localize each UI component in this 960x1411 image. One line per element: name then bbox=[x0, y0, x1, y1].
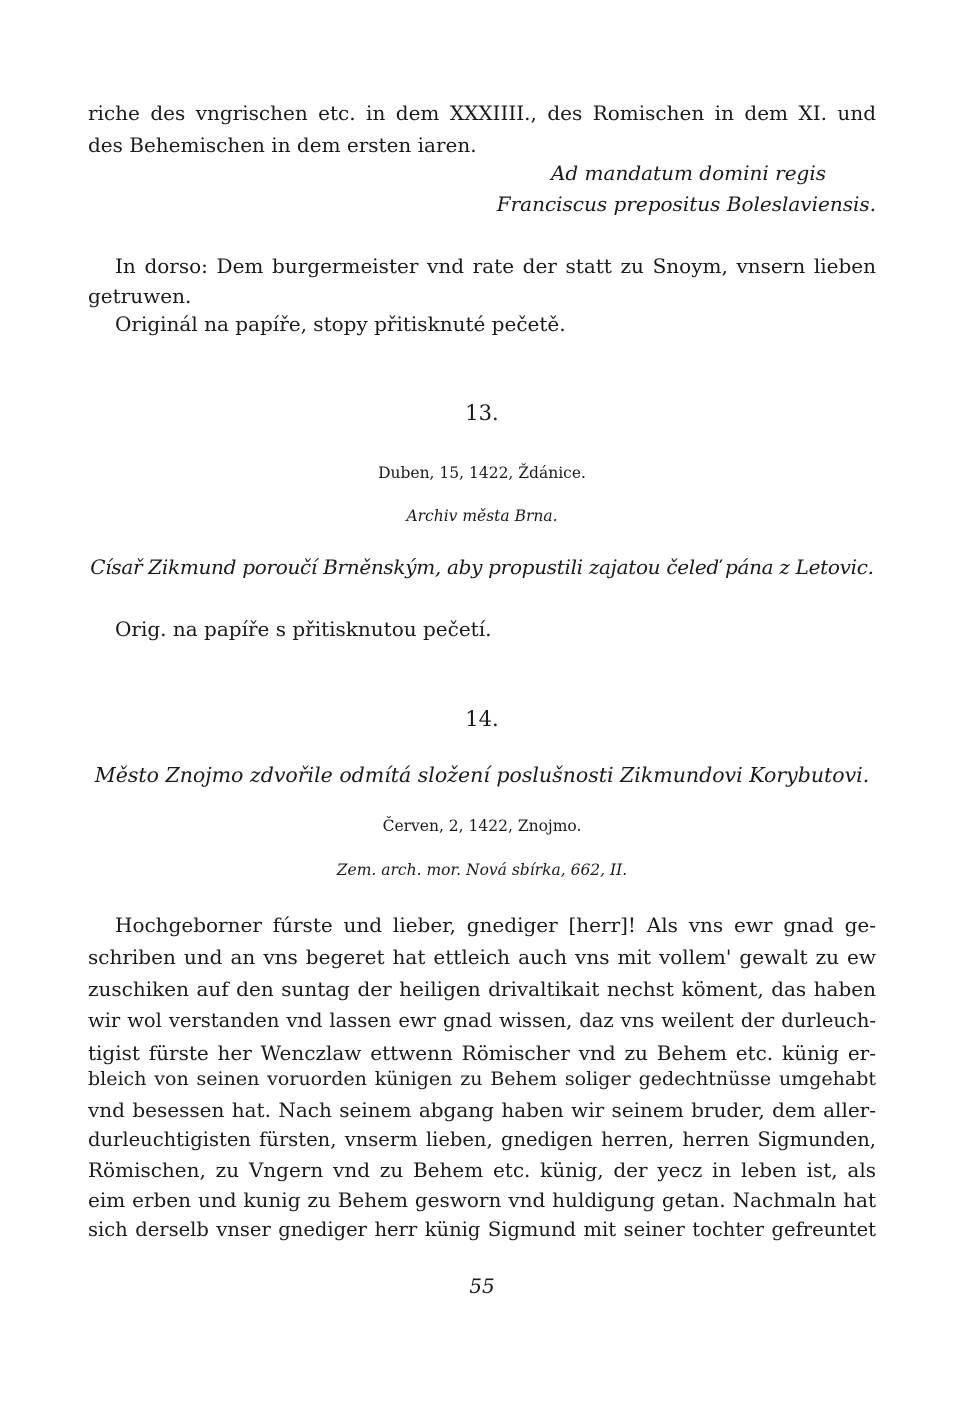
date-line-13: Duben, 15, 1422, Ždánice. bbox=[378, 464, 586, 482]
body-line: eim erben und kunig zu Behem gesworn vnd huldigung getan. Nachmaln hat bbox=[88, 1188, 876, 1212]
body-line: Hochgeborner fúrste und lieber, gnediger [herr]! Als vns ewr gnad ge- bbox=[115, 913, 876, 937]
body-line: zuschiken auf den suntag der heiligen drivaltikait nechst köment, das haben bbox=[88, 977, 876, 1001]
summary-14: Město Znojmo zdvořile odmítá složení poslušnosti Zikmundovi Korybutovi. bbox=[94, 763, 870, 787]
body-line: schriben und an vns begeret hat ettleich auch vns mit vollem' gewalt zu ew bbox=[88, 945, 876, 969]
document-number-14: 14. bbox=[465, 707, 499, 731]
body-line: durleuchtigisten fürsten, vnserm lieben, gnedigen herren, herren Sigmunden, bbox=[88, 1128, 876, 1151]
summary-13: Císař Zikmund poroučí Brněnským, aby propustili zajatou čeleď pána z Letovic. bbox=[90, 555, 874, 579]
archive-line-13: Archiv města Brna. bbox=[406, 507, 558, 525]
body-line: wir wol verstanden vnd lassen ewr gnad wissen, daz vns weilent der durleuch- bbox=[88, 1009, 876, 1032]
date-line-14: Červen, 2, 1422, Znojmo. bbox=[382, 817, 582, 835]
body-line: bleich von seinen voruorden künigen zu Behem soliger gedechtnüsse umgehabt bbox=[88, 1068, 876, 1090]
signature-line-2: Franciscus prepositus Boleslaviensis. bbox=[496, 192, 876, 216]
signature-line-1: Ad mandatum domini regis bbox=[550, 161, 826, 185]
body-line: sich derselb vnser gnediger herr künig Sigmund mit seiner tochter gefreuntet bbox=[88, 1218, 876, 1241]
document-number-13: 13. bbox=[465, 401, 499, 425]
body-line: vnd besessen hat. Nach seinem abgang haben wir seinem bruder, dem aller- bbox=[88, 1098, 876, 1122]
body-line: Römischen, zu Vngern vnd zu Behem etc. künig, der yecz in leben ist, als bbox=[88, 1158, 876, 1182]
prev-text-line-1: riche des vngrischen etc. in dem XXXIIII., des Romischen in dem XI. und bbox=[88, 101, 876, 125]
dorso-line-2: getruwen. bbox=[88, 284, 192, 308]
page-number: 55 bbox=[469, 1274, 495, 1298]
original-note: Originál na papíře, stopy přitisknuté pečetě. bbox=[115, 312, 566, 336]
body-line: tigist fürste her Wenczlaw ettwenn Römischer vnd zu Behem etc. künig er- bbox=[88, 1041, 876, 1065]
prev-text-line-2: des Behemischen in dem ersten iaren. bbox=[88, 133, 477, 157]
dorso-line-1: In dorso: Dem burgermeister vnd rate der statt zu Snoym, vnsern lieben bbox=[115, 254, 876, 278]
orig-note-13: Orig. na papíře s přitisknutou pečetí. bbox=[115, 617, 492, 641]
archive-line-14: Zem. arch. mor. Nová sbírka, 662, II. bbox=[336, 861, 628, 879]
